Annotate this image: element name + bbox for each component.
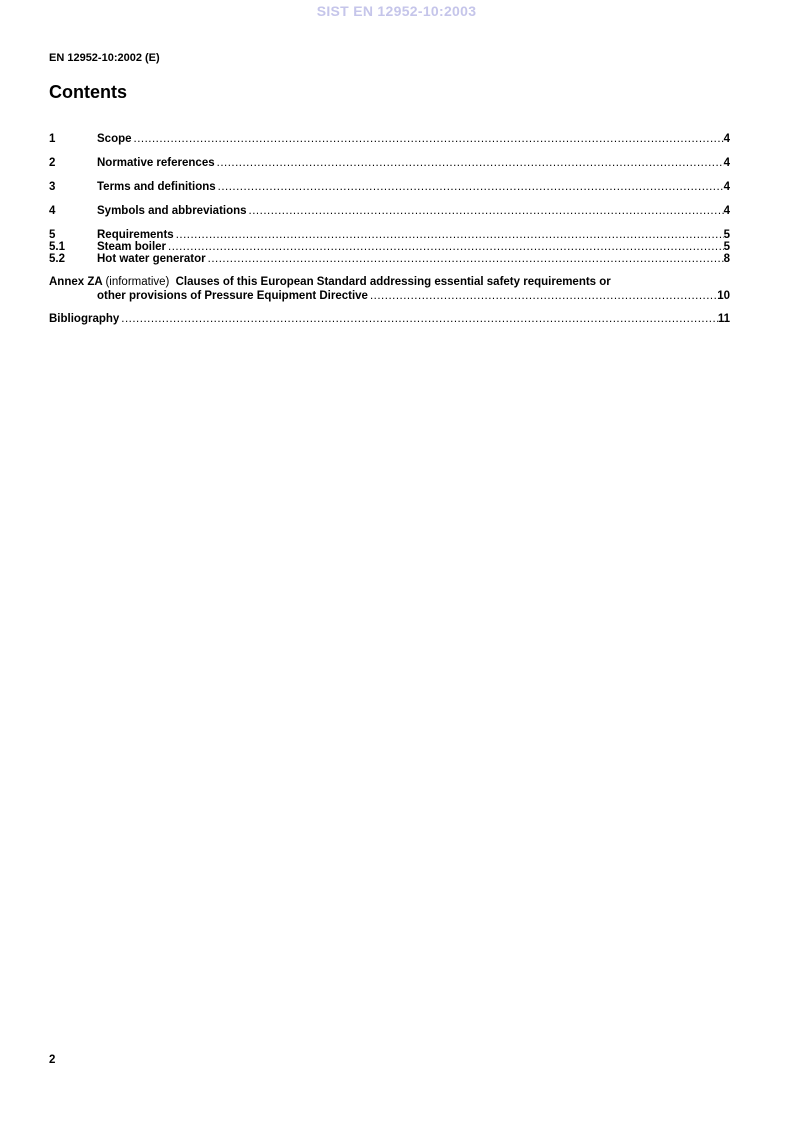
toc-number: 4 xyxy=(49,205,56,217)
annex-title-line2: other provisions of Pressure Equipment Directive xyxy=(97,290,368,302)
document-id: EN 12952-10:2002 (E) xyxy=(49,52,160,64)
toc-label: Terms and definitions xyxy=(97,181,216,193)
toc-number: 2 xyxy=(49,157,56,169)
toc-label: Symbols and abbreviations xyxy=(97,205,247,217)
toc-entry-hot-water-generator[interactable] xyxy=(49,252,730,266)
toc-page: 4 xyxy=(723,157,730,169)
toc-page: 4 xyxy=(723,205,730,217)
toc-leader xyxy=(134,132,724,146)
toc-entry-symbols-and-abbreviations[interactable] xyxy=(49,204,730,218)
toc-label: Scope xyxy=(97,133,132,145)
toc-page: 4 xyxy=(723,181,730,193)
toc-page: 5 xyxy=(723,241,730,253)
table-of-contents xyxy=(49,132,730,326)
toc-leader xyxy=(249,204,724,218)
toc-label: Requirements xyxy=(97,229,174,241)
annex-prefix: Annex ZA xyxy=(49,276,103,288)
toc-number: 1 xyxy=(49,133,56,145)
toc-label: Bibliography xyxy=(49,313,120,325)
toc-leader xyxy=(121,312,718,326)
toc-page: 11 xyxy=(717,313,730,325)
toc-entry-terms-and-definitions[interactable] xyxy=(49,180,730,194)
toc-page: 10 xyxy=(717,290,730,302)
toc-page: 4 xyxy=(723,133,730,145)
watermark: SIST EN 12952-10:2003 xyxy=(316,3,477,19)
annex-note: (informative) xyxy=(105,276,170,288)
toc-entry-annex-za[interactable] xyxy=(49,275,730,303)
toc-entry-bibliography[interactable] xyxy=(49,312,730,326)
toc-label: Normative references xyxy=(97,157,215,169)
toc-number: 5.2 xyxy=(49,253,65,265)
page-title: Contents xyxy=(49,82,127,102)
toc-number: 5 xyxy=(49,229,56,241)
toc-label: Hot water generator xyxy=(97,253,206,265)
toc-leader xyxy=(370,289,717,303)
toc-page: 8 xyxy=(723,253,730,265)
toc-page: 5 xyxy=(723,229,730,241)
toc-label: Steam boiler xyxy=(97,241,167,253)
page-number: 2 xyxy=(49,1054,56,1066)
annex-title-line1: Clauses of this European Standard addressing essential safety requirements or xyxy=(175,276,611,288)
toc-leader xyxy=(208,252,724,266)
toc-number: 5.1 xyxy=(49,241,65,253)
toc-leader xyxy=(217,156,724,170)
toc-leader xyxy=(218,180,724,194)
toc-entry-normative-references[interactable] xyxy=(49,156,730,170)
toc-number: 3 xyxy=(49,181,56,193)
toc-entry-scope[interactable] xyxy=(49,132,730,146)
